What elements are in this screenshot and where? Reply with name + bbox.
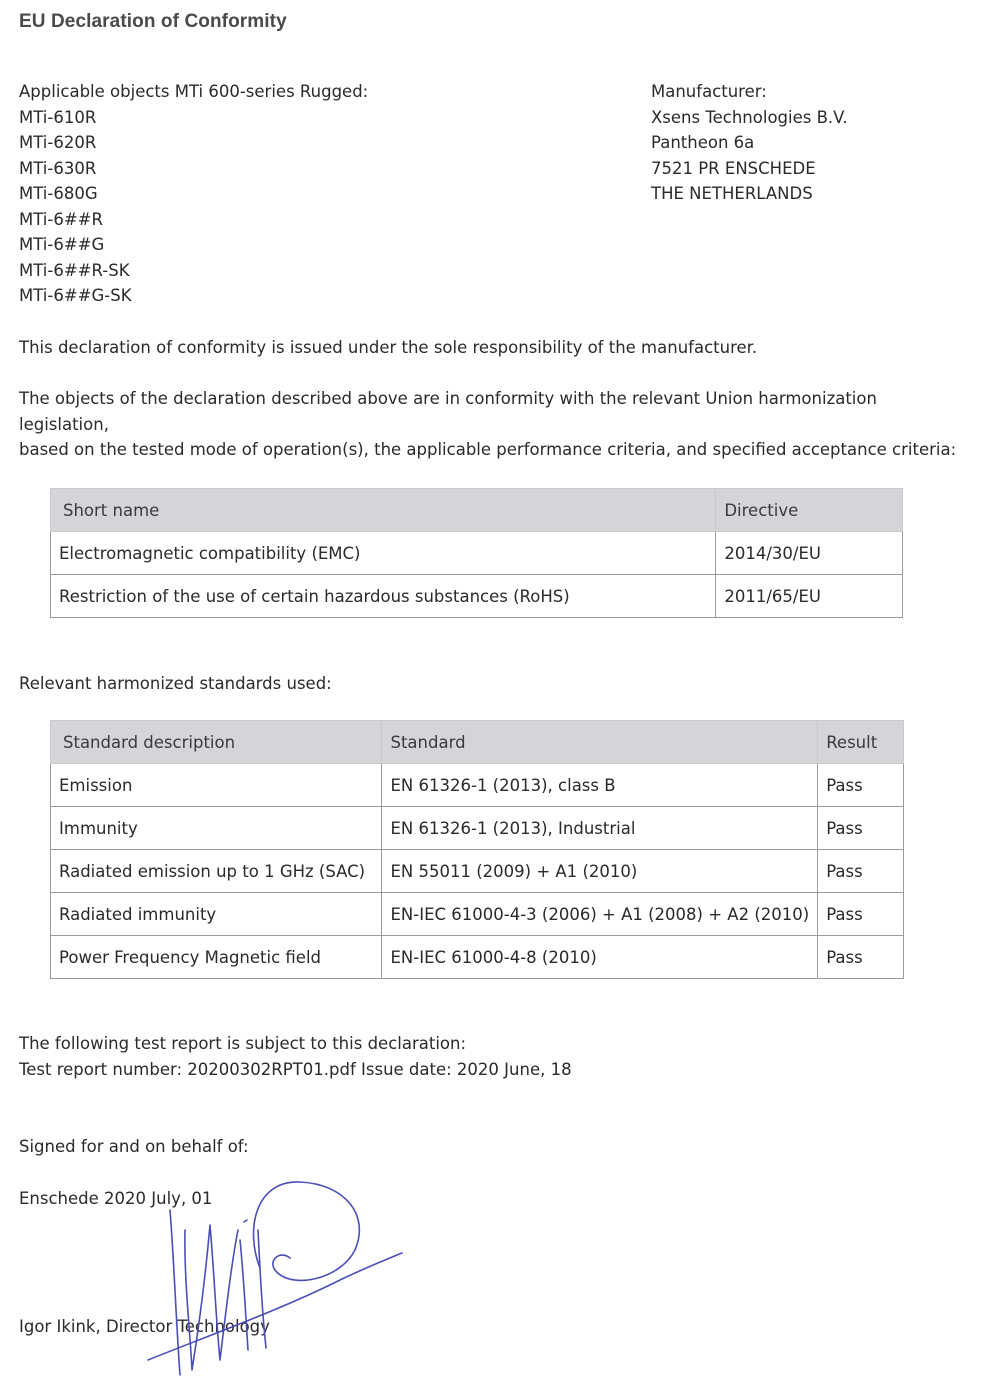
cell-directive: 2014/30/EU (716, 532, 903, 575)
cell-description: Radiated emission up to 1 GHz (SAC) (51, 850, 382, 893)
model-item: MTi-6##G-SK (19, 286, 132, 305)
table-row (51, 532, 903, 575)
cell-result: Pass (818, 807, 904, 850)
table-header-row (51, 489, 903, 532)
cell-result: Pass (818, 936, 904, 979)
cell-description: Immunity (51, 807, 382, 850)
conformity-statement (19, 386, 956, 463)
cell-standard: EN 61326-1 (2013), class B (382, 764, 818, 807)
table-row (51, 893, 904, 936)
signature-vertical-stroke (185, 1225, 238, 1370)
signature-vertical-stroke (240, 1240, 248, 1350)
applicable-objects (19, 79, 368, 309)
header-standard-description: Standard description (51, 721, 382, 764)
manufacturer-line: Xsens Technologies B.V. (651, 107, 848, 127)
cell-description: Power Frequency Magnetic field (51, 936, 382, 979)
signature-dot (244, 1220, 247, 1222)
cell-directive: 2011/65/EU (716, 575, 903, 618)
table-row (51, 807, 904, 850)
manufacturer-line: 7521 PR ENSCHEDE (651, 158, 816, 178)
applicable-objects-heading: Applicable objects MTi 600-series Rugged: (19, 82, 369, 101)
cell-short-name: Restriction of the use of certain hazardous substances (RoHS) (51, 575, 716, 618)
cell-standard: EN-IEC 61000-4-3 (2006) + A1 (2008) + A2 (2010) (382, 893, 818, 936)
header-result: Result (818, 721, 904, 764)
standards-heading: Relevant harmonized standards used: (19, 674, 332, 693)
conformity-line: legislation, (19, 414, 109, 434)
manufacturer-heading: Manufacturer: (651, 82, 767, 101)
test-report-line: Test report number: 20200302RPT01.pdf Issue date: 2020 June, 18 (19, 1059, 572, 1079)
conformity-line: The objects of the declaration described above are in conformity with the relevant Union harmonization (19, 389, 877, 408)
header-standard: Standard (382, 721, 818, 764)
header-directive: Directive (716, 489, 903, 532)
cell-description: Emission (51, 764, 382, 807)
conformity-line: based on the tested mode of operation(s), the applicable performance criteria, and specified acceptance criteria: (19, 440, 957, 459)
model-item: MTi-620R (19, 133, 97, 152)
table-row (51, 936, 904, 979)
handwritten-signature (140, 1170, 410, 1384)
table-header-row (51, 721, 904, 764)
manufacturer-line: THE NETHERLANDS (651, 184, 813, 203)
table-row (51, 575, 903, 618)
model-item: MTi-6##G (19, 235, 105, 254)
page-title: EU Declaration of Conformity (19, 11, 287, 32)
standards-table (50, 720, 904, 979)
cell-description: Radiated immunity (51, 893, 382, 936)
cell-result: Pass (818, 850, 904, 893)
signed-for-label: Signed for and on behalf of: (19, 1137, 249, 1156)
cell-result: Pass (818, 893, 904, 936)
place-date: Enschede 2020 July, 01 (19, 1189, 213, 1208)
model-item: MTi-6##R (19, 209, 103, 229)
signature-loop (253, 1182, 359, 1280)
cell-standard: EN-IEC 61000-4-8 (2010) (382, 936, 818, 979)
directives-table (50, 488, 903, 618)
header-short-name: Short name (51, 489, 716, 532)
test-report-block (19, 1031, 572, 1082)
model-item: MTi-630R (19, 158, 97, 178)
manufacturer-line: Pantheon 6a (651, 133, 755, 152)
test-report-intro: The following test report is subject to this declaration: (19, 1034, 467, 1053)
responsibility-statement: This declaration of conformity is issued under the sole responsibility of the manufacturer. (19, 338, 758, 357)
signature-vertical-stroke (258, 1230, 266, 1348)
model-item: MTi-680G (19, 184, 98, 203)
table-row (51, 764, 904, 807)
cell-result: Pass (818, 764, 904, 807)
model-item: MTi-6##R-SK (19, 260, 130, 280)
manufacturer-block (651, 79, 848, 207)
table-row (51, 850, 904, 893)
model-item: MTi-610R (19, 107, 97, 127)
signatory-name: Igor Ikink, Director Technology (19, 1317, 270, 1336)
cell-standard: EN 55011 (2009) + A1 (2010) (382, 850, 818, 893)
cell-short-name: Electromagnetic compatibility (EMC) (51, 532, 716, 575)
cell-standard: EN 61326-1 (2013), Industrial (382, 807, 818, 850)
